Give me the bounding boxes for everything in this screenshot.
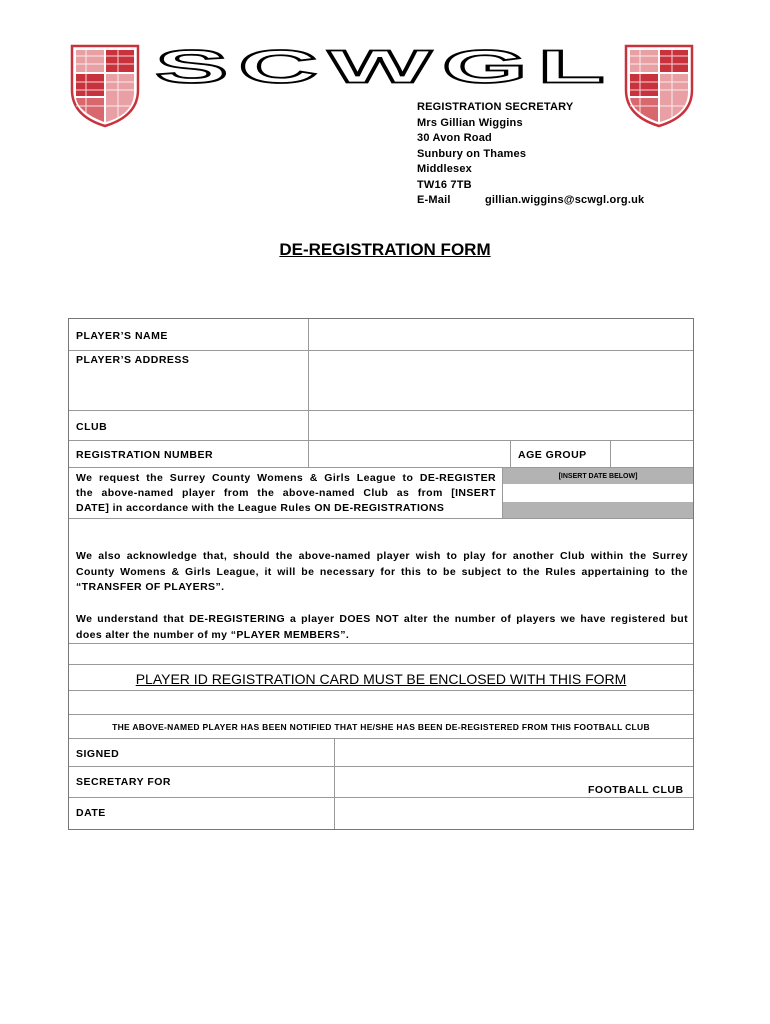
- contact-town: Sunbury on Thames: [417, 147, 527, 160]
- players-name-label: PLAYER’S NAME: [76, 330, 168, 342]
- column-divider: [510, 441, 511, 467]
- email-label: E-Mail: [417, 194, 451, 206]
- players-address-field[interactable]: [309, 351, 693, 410]
- signed-field[interactable]: [335, 739, 693, 766]
- secretary-for-label: SECRETARY FOR: [76, 776, 171, 788]
- date-label: DATE: [76, 807, 106, 819]
- signed-label: SIGNED: [76, 748, 120, 760]
- contact-postcode: TW16 7TB: [417, 178, 472, 191]
- secretary-for-field[interactable]: [335, 767, 585, 797]
- contact-address-block: [417, 100, 644, 209]
- form-title: DE-REGISTRATION FORM: [279, 240, 491, 259]
- date-field[interactable]: [503, 484, 693, 502]
- contact-county: Middlesex: [417, 163, 472, 175]
- date-signed-field[interactable]: [335, 798, 693, 829]
- club-field[interactable]: [309, 411, 693, 440]
- shaded-cell: [503, 502, 693, 518]
- contact-email-row: [417, 193, 644, 209]
- insert-date-label: [INSERT DATE BELOW]: [558, 473, 638, 480]
- email-address[interactable]: gillian.wiggins@scwgl.org.uk: [485, 194, 645, 206]
- registration-number-label: REGISTRATION NUMBER: [76, 449, 214, 461]
- players-name-field[interactable]: [309, 319, 693, 350]
- contact-name: Mrs Gillian Wiggins: [417, 116, 523, 129]
- row-divider: [69, 643, 693, 644]
- contact-street: 30 Avon Road: [417, 132, 492, 144]
- club-crest-left-icon: [70, 44, 140, 128]
- row-divider: [69, 518, 693, 519]
- contact-heading: REGISTRATION SECRETARY: [417, 101, 574, 113]
- age-group-label: AGE GROUP: [518, 449, 587, 461]
- svg-text:SCWGL: SCWGL: [155, 41, 615, 93]
- notified-statement: THE ABOVE-NAMED PLAYER HAS BEEN NOTIFIED THAT HE/SHE HAS BEEN DE-REGISTERED FROM THIS FOOTBALL CLUB: [112, 722, 650, 732]
- row-divider: [69, 664, 693, 665]
- enclose-card-notice: PLAYER ID REGISTRATION CARD MUST BE ENCLOSED WITH THIS FORM: [135, 671, 627, 687]
- acknowledge-paragraph: We also acknowledge that, should the above-named player wish to play for another Club within the Surrey County Womens & Girls League, it will be necessary for this to be subject to the Rules appertaining to the “TRANSFER OF PLAYERS”.: [76, 550, 688, 593]
- request-line-1: We request the Surrey County Womens & Girls League to DE-REGISTER: [76, 472, 496, 484]
- registration-number-field[interactable]: [309, 441, 509, 467]
- age-group-field[interactable]: [611, 441, 693, 467]
- club-label: CLUB: [76, 421, 108, 433]
- football-club-label: FOOTBALL CLUB: [588, 784, 684, 796]
- row-divider: [69, 690, 693, 691]
- understand-paragraph: We understand that DE-REGISTERING a player DOES NOT alter the number of players we have registered but does alter the number of my “PLAYER MEMBERS”.: [76, 613, 688, 641]
- request-line-3: DATE] in accordance with the League Rules ON DE-REGISTRATIONS: [76, 502, 445, 514]
- request-line-2: the above-named player from the above-named Club as from [INSERT: [76, 487, 496, 499]
- players-address-label: PLAYER’S ADDRESS: [76, 354, 190, 366]
- row-divider: [69, 714, 693, 715]
